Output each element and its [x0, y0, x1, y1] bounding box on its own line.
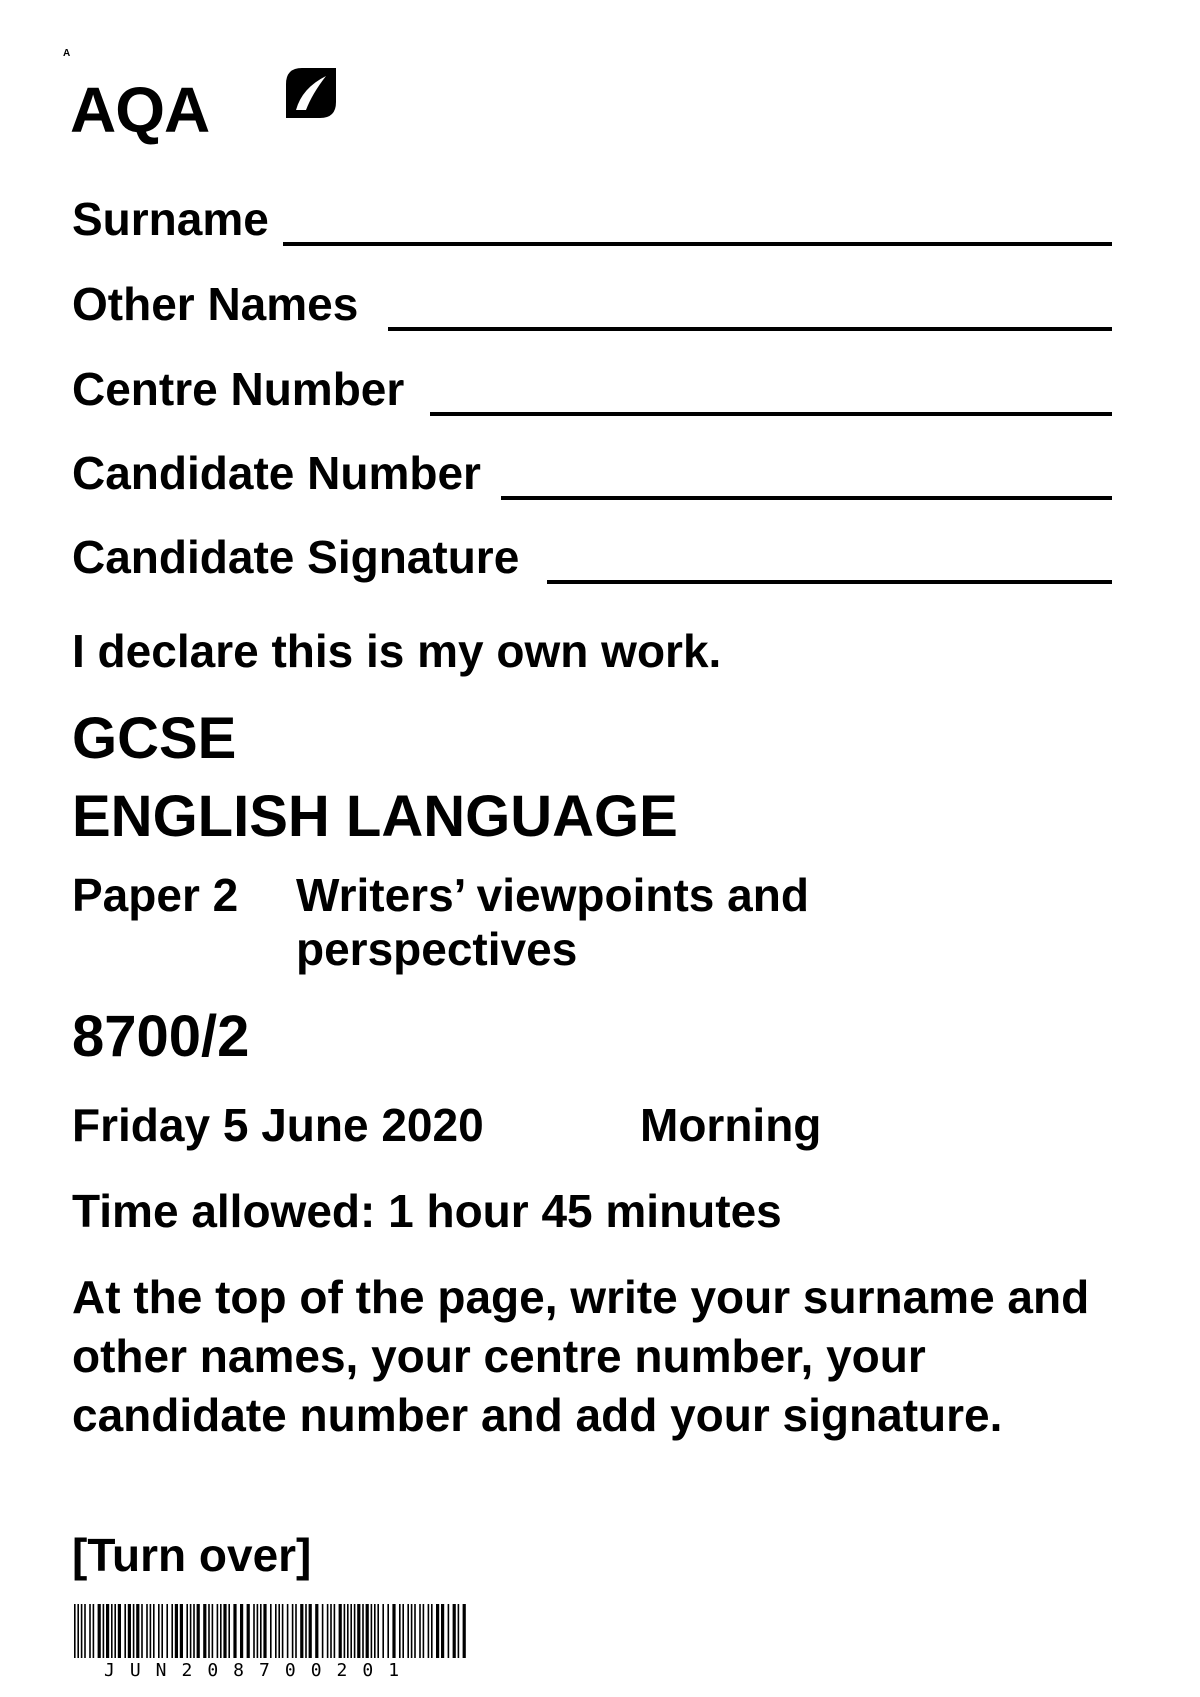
logo-text: AQA — [70, 74, 210, 146]
instructions: At the top of the page, write your surname and other names, your centre number, your candidate number and add your signature. — [72, 1271, 1090, 1441]
surname-row — [72, 186, 1112, 246]
candidate-signature-field[interactable] — [547, 579, 1112, 584]
barcode — [74, 1604, 468, 1658]
turn-over: [Turn over] — [72, 1529, 312, 1581]
aqa-logo — [70, 64, 340, 160]
centre-number-row — [72, 356, 1112, 416]
corner-mark: A — [63, 48, 71, 59]
paper-code: 8700/2 — [72, 1004, 250, 1069]
qualification-title: GCSE — [72, 706, 237, 771]
candidate-number-field[interactable] — [501, 495, 1112, 500]
barcode-text: JUN208700201 — [104, 1660, 415, 1681]
other-names-label: Other Names — [72, 278, 359, 330]
candidate-number-label: Candidate Number — [72, 447, 481, 499]
other-names-row — [72, 271, 1112, 331]
surname-label: Surname — [72, 193, 269, 245]
exam-date: Friday 5 June 2020 — [72, 1099, 484, 1151]
candidate-signature-row — [72, 524, 1112, 584]
paper-title: Writers’ viewpoints and perspectives — [296, 869, 809, 976]
paper-label: Paper 2 — [72, 869, 239, 921]
centre-number-label: Centre Number — [72, 363, 405, 415]
exam-session: Morning — [640, 1099, 822, 1151]
candidate-signature-label: Candidate Signature — [72, 531, 520, 583]
candidate-number-row — [72, 440, 1112, 500]
other-names-field[interactable] — [388, 326, 1112, 331]
centre-number-field[interactable] — [430, 411, 1112, 416]
subject-title: ENGLISH LANGUAGE — [72, 784, 678, 849]
leaf-icon — [282, 64, 340, 122]
time-allowed: Time allowed: 1 hour 45 minutes — [72, 1185, 782, 1237]
declaration: I declare this is my own work. — [72, 625, 722, 677]
surname-field[interactable] — [283, 241, 1112, 246]
